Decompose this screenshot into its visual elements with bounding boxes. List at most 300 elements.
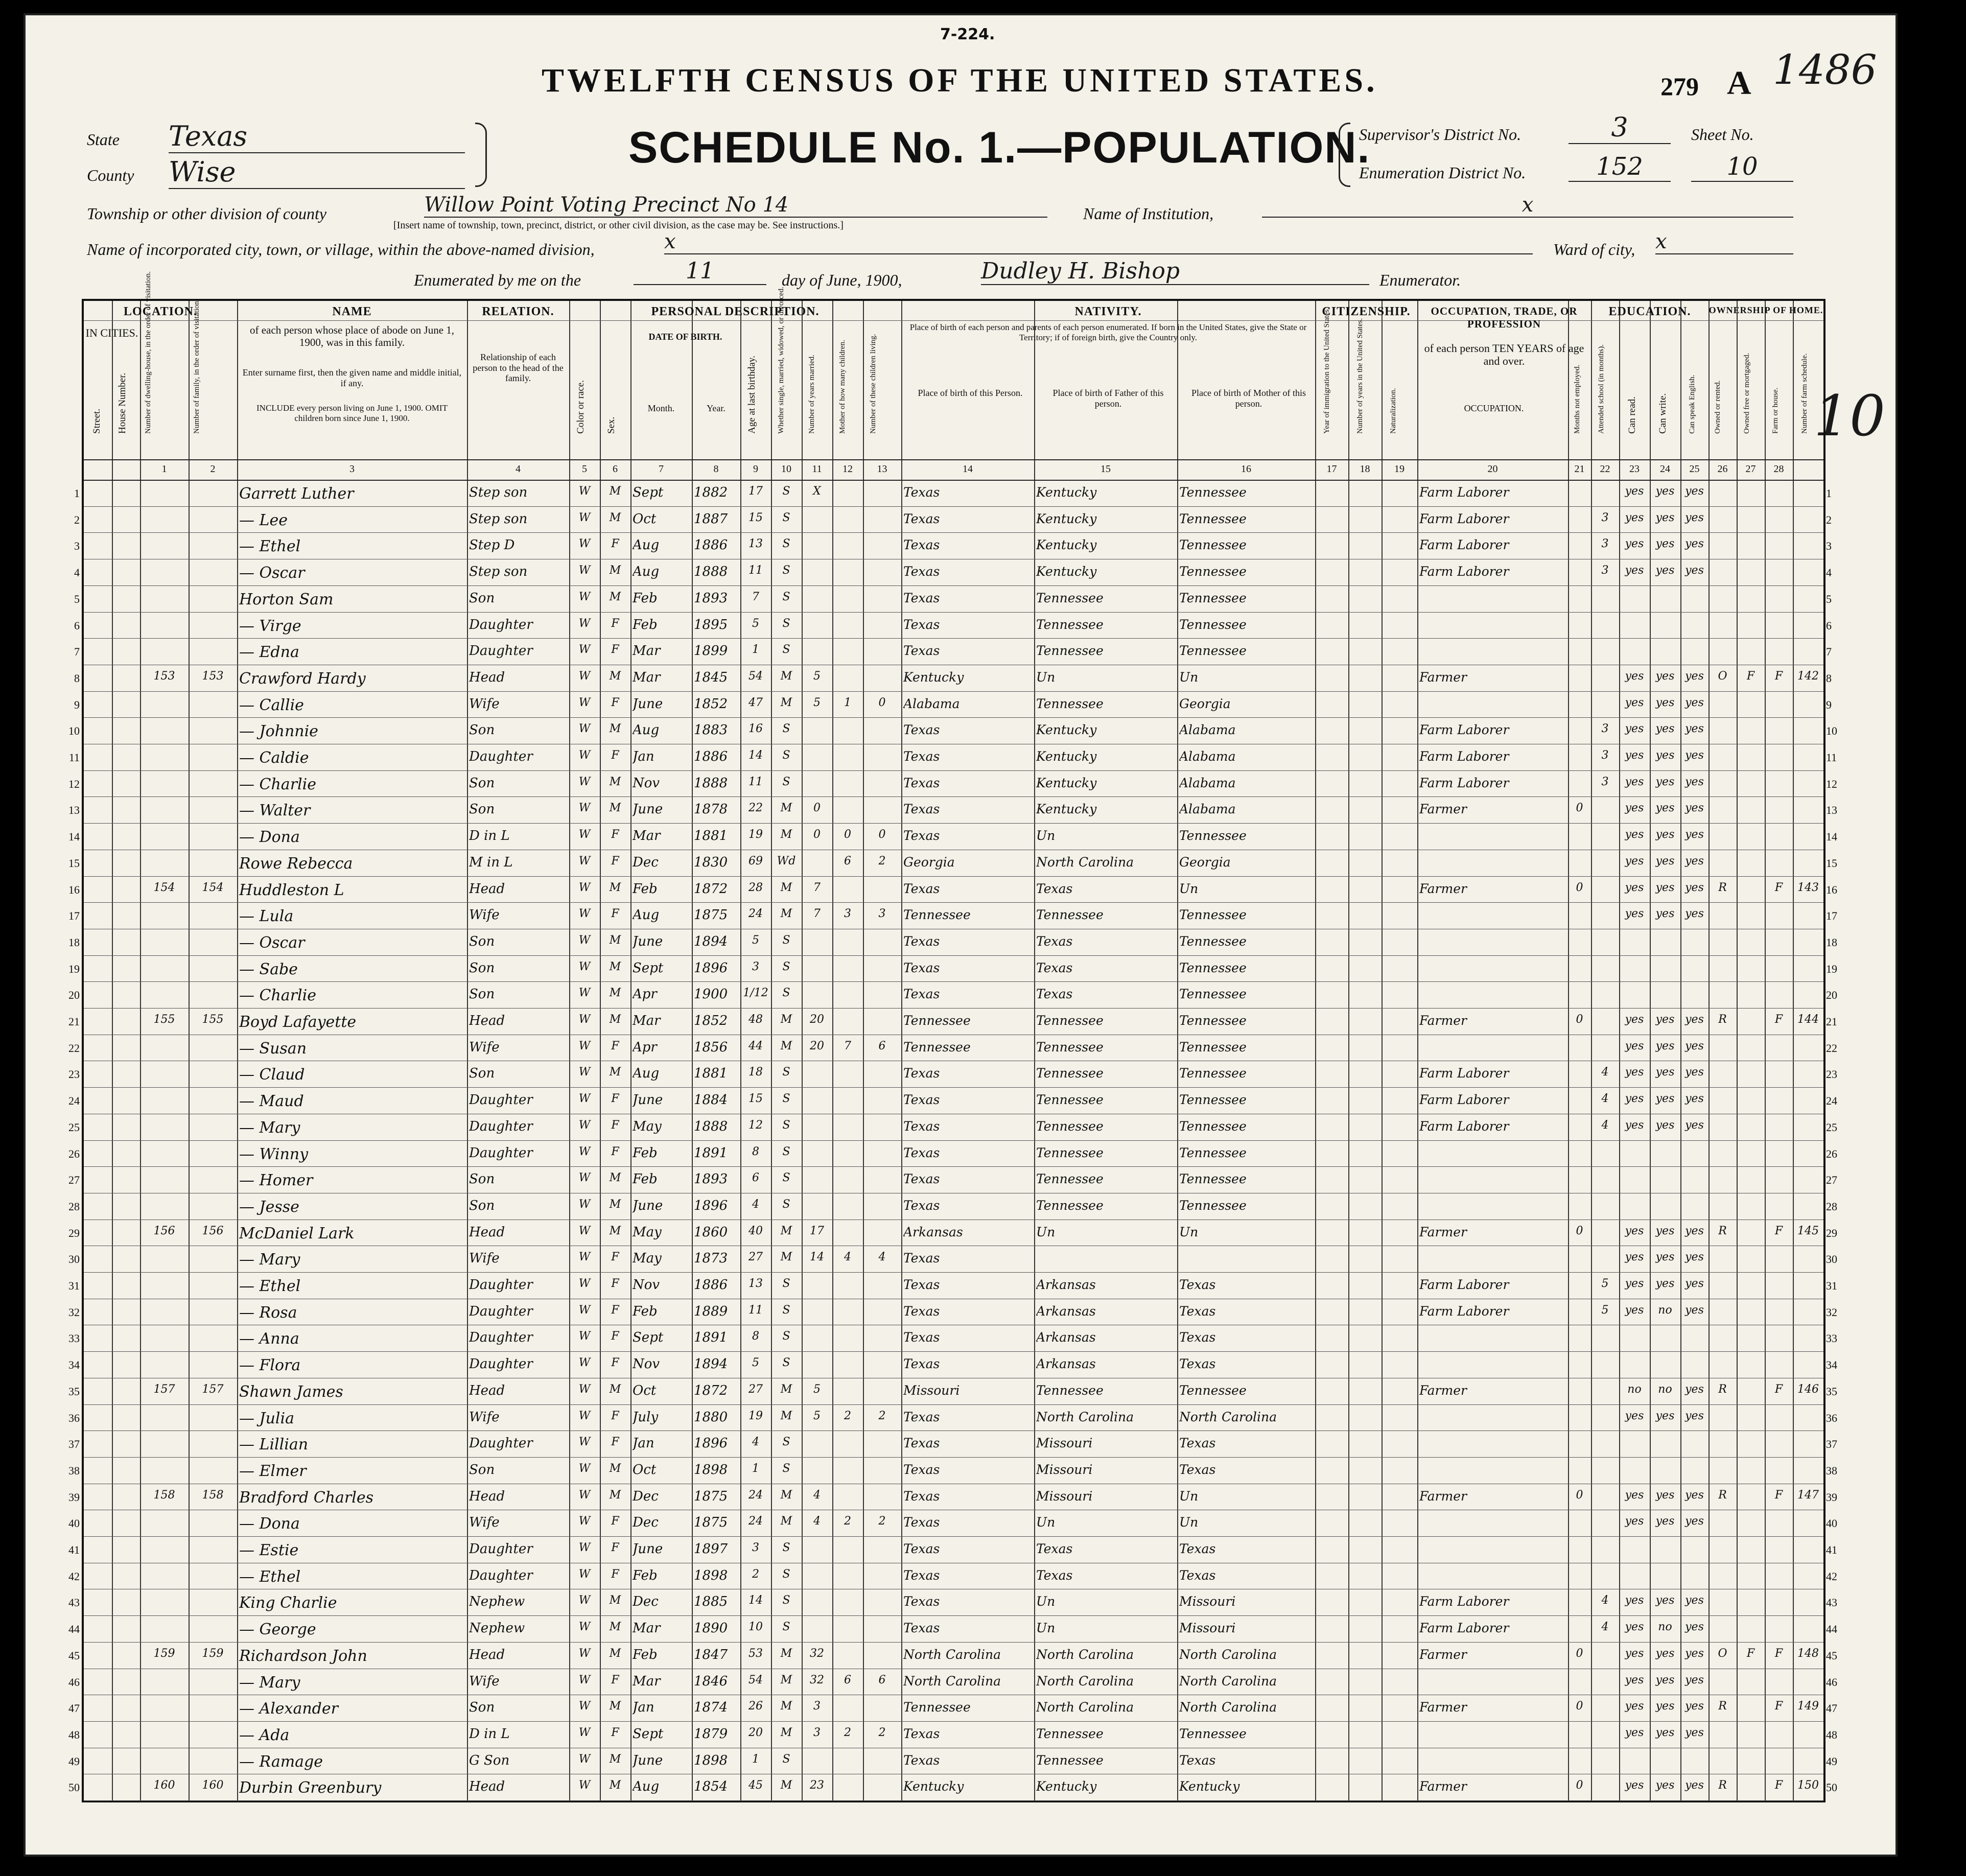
vh-english: Can speak English. [1688, 374, 1696, 434]
cell-pob: Texas [903, 1436, 940, 1451]
column-divider [1382, 301, 1383, 1800]
row-divider [84, 1721, 1823, 1722]
cell-eng: yes [1685, 1409, 1704, 1422]
cell-occ: Farmer [1419, 1382, 1467, 1398]
cell-sex: F [611, 1251, 619, 1264]
cell-sch: 148 [1797, 1647, 1819, 1660]
cell-school: 4 [1601, 1092, 1609, 1106]
cell-pom: Texas [1179, 1277, 1216, 1292]
cell-name: — Johnnie [239, 722, 318, 741]
cell-own: R [1718, 881, 1727, 894]
row-divider [84, 1166, 1823, 1167]
cell-c12: 0 [878, 828, 886, 841]
cell-name: Huddleston L [239, 881, 344, 899]
row-number: 4 [74, 566, 80, 579]
cell-pof: Texas [1036, 933, 1073, 949]
cell-read: yes [1625, 1594, 1644, 1607]
cell-age: 13 [748, 537, 763, 551]
cell-eng: yes [1685, 537, 1704, 551]
cell-c11: 2 [844, 1726, 851, 1739]
cell-age: 22 [748, 802, 763, 815]
header-divider [84, 459, 1823, 460]
row-number-right: 15 [1826, 856, 1837, 870]
cell-fam: 159 [202, 1647, 224, 1660]
row-number-right: 19 [1826, 962, 1837, 975]
cell-pom: Tennessee [1179, 1726, 1247, 1741]
cell-age: 54 [748, 669, 763, 683]
cell-own: R [1718, 1488, 1727, 1502]
cell-rel: Son [469, 802, 495, 817]
cell-fam: 155 [202, 1013, 224, 1026]
cell-color: W [578, 1567, 591, 1581]
cell-age: 8 [752, 1145, 759, 1158]
name-instruction-2: INCLUDE every person living on June 1, 1900. OMIT children born since June 1, 1900. [256, 403, 448, 423]
cell-pof: Tennessee [1036, 1382, 1104, 1398]
cell-eng: yes [1685, 828, 1704, 841]
cell-pob: Texas [903, 1171, 940, 1187]
cell-sex: M [609, 1488, 621, 1502]
row-number: 22 [68, 1041, 80, 1054]
cell-age: 45 [748, 1779, 763, 1792]
cell-pom: Kentucky [1179, 1779, 1240, 1794]
cell-pof: Texas [1036, 1541, 1073, 1556]
column-divider [832, 301, 833, 1800]
cell-year: 1852 [694, 1013, 728, 1028]
cell-pof: Tennessee [1036, 617, 1104, 632]
cell-color: W [578, 1330, 591, 1343]
cell-year: 1896 [694, 1198, 728, 1213]
cell-rel: Son [469, 933, 495, 949]
row-number: 44 [68, 1623, 80, 1636]
cell-pom: Tennessee [1179, 1118, 1247, 1134]
column-number: 13 [877, 463, 887, 475]
cell-c10: 20 [810, 1039, 824, 1052]
cell-c10: 7 [813, 907, 821, 921]
cell-eng: yes [1685, 1303, 1704, 1317]
sheet-value: 10 [1691, 152, 1793, 182]
cell-sex: F [611, 1673, 619, 1686]
cell-age: 4 [752, 1198, 759, 1211]
cell-pom: Tennessee [1179, 907, 1247, 923]
relation-description: Relationship of each person to the head of the family. [473, 352, 564, 384]
cell-age: 27 [748, 1382, 763, 1396]
cell-year: 1893 [694, 1171, 728, 1187]
cell-eng: yes [1685, 881, 1704, 894]
group-in-cities: IN CITIES. [85, 326, 138, 339]
cell-pob: Texas [903, 1066, 940, 1081]
cell-year: 1897 [694, 1541, 728, 1557]
row-number-right: 8 [1826, 671, 1832, 685]
cell-sex: M [609, 1752, 621, 1766]
cell-unemp: 0 [1576, 802, 1583, 815]
column-number: 15 [1101, 463, 1111, 475]
cell-color: W [578, 1726, 591, 1739]
cell-write: yes [1655, 749, 1675, 762]
row-divider [84, 1272, 1823, 1273]
cell-eng: yes [1685, 1647, 1704, 1660]
cell-month: Aug [633, 907, 660, 923]
cell-pob: Texas [903, 1567, 940, 1583]
cell-write: yes [1655, 1726, 1675, 1739]
cell-dw: 155 [153, 1013, 175, 1026]
cell-year: 1872 [694, 881, 728, 897]
cell-pof: Tennessee [1036, 1171, 1104, 1187]
column-number: 1 [161, 463, 167, 475]
cell-pom: Alabama [1179, 802, 1236, 817]
row-number: 9 [74, 698, 80, 711]
cell-fam: 156 [202, 1224, 224, 1237]
cell-eng: yes [1685, 1621, 1704, 1634]
cell-month: Aug [633, 564, 660, 580]
cell-c10: 5 [813, 669, 821, 683]
cell-year: 1890 [694, 1621, 728, 1636]
name-description: of each person whose place of abode on June 1, 1900, was in this family. [249, 324, 455, 349]
cell-sex: F [611, 1726, 619, 1739]
cell-name: Bradford Charles [239, 1488, 373, 1507]
sheet-label: Sheet No. [1691, 125, 1754, 144]
cell-year: 1895 [694, 617, 728, 632]
county-value: Wise [169, 156, 465, 189]
cell-fam: 153 [202, 669, 224, 683]
cell-write: yes [1655, 511, 1675, 524]
cell-sex: M [609, 881, 621, 894]
cell-mar: S [782, 511, 790, 524]
vh-read: Can read. [1627, 396, 1637, 434]
cell-mar: M [780, 1726, 792, 1739]
cell-month: Feb [633, 617, 658, 632]
cell-read: yes [1625, 1409, 1644, 1422]
cell-name: Durbin Greenbury [239, 1779, 382, 1797]
cell-rel: Daughter [469, 1303, 533, 1319]
cell-pom: Un [1179, 1515, 1199, 1530]
cell-sex: F [611, 1145, 619, 1158]
row-number: 2 [74, 513, 80, 526]
cell-year: 1845 [694, 669, 728, 685]
cell-month: Apr [633, 1039, 657, 1055]
cell-name: — Alexander [239, 1700, 338, 1718]
cell-pof: Tennessee [1036, 907, 1104, 923]
cell-pom: Tennessee [1179, 987, 1247, 1002]
cell-month: June [633, 1198, 663, 1213]
cell-pom: Un [1179, 1488, 1199, 1504]
cell-pom: Tennessee [1179, 1171, 1247, 1187]
cell-mar: S [782, 1198, 790, 1211]
cell-eng: yes [1685, 1251, 1704, 1264]
cell-pof: Texas [1036, 987, 1073, 1002]
vh-dwelling: Number of dwelling-house, in the order of visitation. [144, 271, 152, 434]
cell-name: — Ethel [239, 1567, 301, 1586]
vh-owned: Owned or rented. [1714, 380, 1722, 434]
cell-year: 1888 [694, 775, 728, 791]
cell-mar: S [782, 1541, 790, 1554]
row-number-right: 44 [1826, 1623, 1837, 1636]
cell-write: yes [1655, 1066, 1675, 1079]
row-number: 12 [68, 777, 80, 790]
cell-color: W [578, 696, 591, 709]
row-number: 47 [68, 1702, 80, 1715]
cell-year: 1882 [694, 485, 728, 500]
column-divider [112, 301, 113, 1800]
vh-years-married: Number of years married. [808, 355, 816, 434]
page-stamp: 279 [1660, 72, 1699, 101]
cell-eng: yes [1685, 1039, 1704, 1052]
column-number: 11 [812, 463, 822, 475]
cell-month: June [633, 1092, 663, 1108]
cell-occ: Farm Laborer [1419, 1277, 1509, 1292]
township-value: Willow Point Voting Precinct No 14 [424, 193, 1047, 218]
row-number: 19 [68, 962, 80, 975]
pob-father-header: Place of birth of Father of this person. [1052, 388, 1164, 409]
cell-eng: yes [1685, 1726, 1704, 1739]
cell-eng: yes [1685, 1224, 1704, 1237]
cell-pob: Georgia [903, 854, 955, 870]
cell-pob: Texas [903, 802, 940, 817]
cell-name: — Lee [239, 511, 288, 529]
cell-mar: S [782, 1356, 790, 1370]
cell-mar: M [780, 1409, 792, 1422]
cell-rel: Daughter [469, 617, 533, 632]
cell-year: 1879 [694, 1726, 728, 1742]
cell-color: W [578, 669, 591, 683]
column-number: 17 [1326, 463, 1337, 475]
cell-read: yes [1625, 854, 1644, 867]
brace-right [1339, 123, 1350, 187]
cell-rel: D in L [469, 828, 510, 844]
row-number: 36 [68, 1411, 80, 1424]
cell-name: — Caldie [239, 749, 309, 767]
column-divider [1619, 301, 1620, 1800]
cell-sex: F [611, 907, 619, 921]
cell-month: Mar [633, 643, 661, 659]
row-number-right: 25 [1826, 1120, 1837, 1134]
cell-pob: Arkansas [903, 1224, 963, 1239]
cell-write: yes [1655, 1092, 1675, 1106]
cell-sex: F [611, 1515, 619, 1528]
cell-color: W [578, 485, 591, 498]
row-number: 40 [68, 1517, 80, 1530]
enumeration-value: 152 [1569, 152, 1671, 182]
cell-write: yes [1655, 1039, 1675, 1052]
cell-month: Sept [633, 960, 664, 976]
cell-c11: 3 [844, 907, 851, 921]
cell-year: 1880 [694, 1409, 728, 1425]
row-number: 39 [68, 1490, 80, 1504]
cell-c12: 2 [878, 1726, 886, 1739]
cell-age: 7 [752, 590, 759, 603]
cell-rel: Son [469, 1171, 495, 1187]
cell-pof: Tennessee [1036, 1013, 1104, 1028]
cell-age: 10 [748, 1621, 763, 1634]
cell-month: Dec [633, 1515, 659, 1531]
cell-color: W [578, 1066, 591, 1079]
cell-name: — Lillian [239, 1436, 309, 1454]
cell-school: 4 [1601, 1118, 1609, 1132]
cell-color: W [578, 722, 591, 736]
cell-read: yes [1625, 802, 1644, 815]
cell-pob: Missouri [903, 1382, 960, 1398]
cell-year: 1884 [694, 1092, 728, 1108]
schedule-title: SCHEDULE No. 1.—POPULATION. [628, 123, 1371, 172]
cell-pof: Un [1036, 1621, 1056, 1636]
cell-school: 4 [1601, 1066, 1609, 1079]
cell-color: W [578, 643, 591, 656]
cell-color: W [578, 1700, 591, 1713]
cell-age: 14 [748, 1594, 763, 1607]
cell-pom: North Carolina [1179, 1647, 1277, 1662]
cell-year: 1885 [694, 1594, 728, 1610]
cell-pob: Texas [903, 987, 940, 1002]
cell-name: — George [239, 1621, 316, 1639]
cell-pof: Un [1036, 1224, 1056, 1239]
cell-mar: M [780, 1700, 792, 1713]
cell-sex: M [609, 1171, 621, 1185]
cell-year: 1893 [694, 590, 728, 606]
cell-pof: Tennessee [1036, 590, 1104, 605]
row-divider [84, 796, 1823, 797]
cell-month: Oct [633, 1462, 657, 1478]
cell-occ: Farmer [1419, 1488, 1467, 1504]
cell-year: 1860 [694, 1224, 728, 1240]
cell-rel: G Son [469, 1752, 510, 1768]
cell-pob: Texas [903, 1303, 940, 1319]
cell-sex: M [609, 802, 621, 815]
cell-eng: yes [1685, 511, 1704, 524]
row-divider [84, 1536, 1823, 1537]
cell-sex: F [611, 1330, 619, 1343]
column-number: 18 [1360, 463, 1370, 475]
cell-school: 3 [1601, 722, 1609, 736]
cell-mar: M [780, 1673, 792, 1686]
cell-mar: S [782, 643, 790, 656]
cell-pof: North Carolina [1036, 1673, 1134, 1689]
cell-occ: Farm Laborer [1419, 537, 1509, 553]
cell-pom: Missouri [1179, 1621, 1236, 1636]
cell-unemp: 0 [1576, 1488, 1583, 1502]
cell-free: F [1746, 1647, 1755, 1660]
cell-rel: Wife [469, 1515, 500, 1531]
cell-year: 1891 [694, 1330, 728, 1346]
cell-year: 1900 [694, 987, 728, 1002]
cell-school: 3 [1601, 775, 1609, 788]
cell-school: 4 [1601, 1621, 1609, 1634]
cell-pof: Kentucky [1036, 1779, 1097, 1794]
cell-month: Feb [633, 1567, 658, 1583]
row-number-right: 37 [1826, 1438, 1837, 1451]
cell-name: — Susan [239, 1039, 307, 1058]
cell-age: 20 [748, 1726, 763, 1739]
vh-house: House Number. [117, 372, 128, 434]
cell-eng: yes [1685, 1488, 1704, 1502]
cell-eng: yes [1685, 722, 1704, 736]
cell-name: — Charlie [239, 775, 316, 793]
row-divider [84, 981, 1823, 982]
row-number-right: 42 [1826, 1569, 1837, 1583]
cell-unemp: 0 [1576, 1224, 1583, 1237]
cell-year: 1886 [694, 1277, 728, 1293]
cell-eng: yes [1685, 1118, 1704, 1132]
vh-marital: Whether single, married, widowed, or divorced. [777, 287, 785, 434]
supervisor-label: Supervisor's District No. [1359, 125, 1522, 144]
cell-read: yes [1625, 1647, 1644, 1660]
column-divider [630, 301, 631, 1800]
cell-occ: Farmer [1419, 881, 1467, 896]
cell-pom: Alabama [1179, 775, 1236, 790]
row-number-right: 28 [1826, 1200, 1837, 1213]
cell-name: — Mary [239, 1673, 300, 1692]
cell-rel: Head [469, 669, 505, 685]
cell-month: Feb [633, 1303, 658, 1319]
state-label: State [87, 130, 120, 149]
group-ownership: OWNERSHIP OF HOME. [1708, 305, 1823, 315]
cell-color: W [578, 1224, 591, 1237]
column-number: 26 [1717, 463, 1728, 475]
column-divider [863, 301, 864, 1800]
cell-year: 1898 [694, 1462, 728, 1478]
column-divider [1177, 301, 1178, 1800]
column-divider [1650, 301, 1651, 1800]
row-number-right: 12 [1826, 777, 1837, 790]
cell-c11: 4 [844, 1251, 851, 1264]
cell-free: F [1746, 669, 1755, 683]
cell-mar: S [782, 933, 790, 947]
cell-occ: Farm Laborer [1419, 1594, 1509, 1609]
cell-year: 1886 [694, 537, 728, 553]
enumerator-name: Dudley H. Bishop [981, 258, 1369, 285]
row-number: 23 [68, 1068, 80, 1081]
cell-color: W [578, 1277, 591, 1290]
row-number: 16 [68, 883, 80, 896]
cell-write: no [1658, 1621, 1672, 1634]
cell-occ: Farm Laborer [1419, 1621, 1509, 1636]
row-number-right: 24 [1826, 1094, 1837, 1108]
column-number: 2 [210, 463, 216, 475]
group-nativity: NATIVITY. [1074, 305, 1142, 318]
cell-pof: Tennessee [1036, 1039, 1104, 1054]
cell-school: 3 [1601, 537, 1609, 551]
cell-sex: M [609, 511, 621, 524]
cell-c10: 5 [813, 696, 821, 709]
cell-dw: 153 [153, 669, 175, 683]
cell-year: 1875 [694, 907, 728, 923]
cell-name: — Ada [239, 1726, 290, 1744]
cell-own: R [1718, 1779, 1727, 1792]
cell-color: W [578, 1436, 591, 1449]
row-number: 7 [74, 645, 80, 659]
enumerated-day: 11 [634, 258, 766, 285]
cell-own: O [1718, 669, 1727, 683]
cell-age: 6 [752, 1171, 759, 1185]
cell-fam: 154 [202, 881, 224, 894]
cell-unemp: 0 [1576, 881, 1583, 894]
cell-eng: yes [1685, 1673, 1704, 1686]
cell-pom: Un [1179, 1224, 1199, 1239]
date-of-birth: DATE OF BIRTH. [648, 332, 722, 342]
cell-write: yes [1655, 1647, 1675, 1660]
supervisor-value: 3 [1569, 112, 1671, 144]
cell-mar: S [782, 1066, 790, 1079]
cell-pom: Tennessee [1179, 960, 1247, 975]
cell-month: June [633, 933, 663, 949]
cell-pof: Tennessee [1036, 696, 1104, 711]
cell-month: July [633, 1409, 659, 1425]
vh-sex: Sex. [606, 416, 617, 434]
row-number: 20 [68, 989, 80, 1002]
vh-farm: Farm or house. [1771, 387, 1780, 434]
cell-pob: Texas [903, 1356, 940, 1372]
cell-occ: Farm Laborer [1419, 1303, 1509, 1319]
column-divider [1034, 301, 1035, 1800]
cell-c10: X [813, 485, 821, 498]
